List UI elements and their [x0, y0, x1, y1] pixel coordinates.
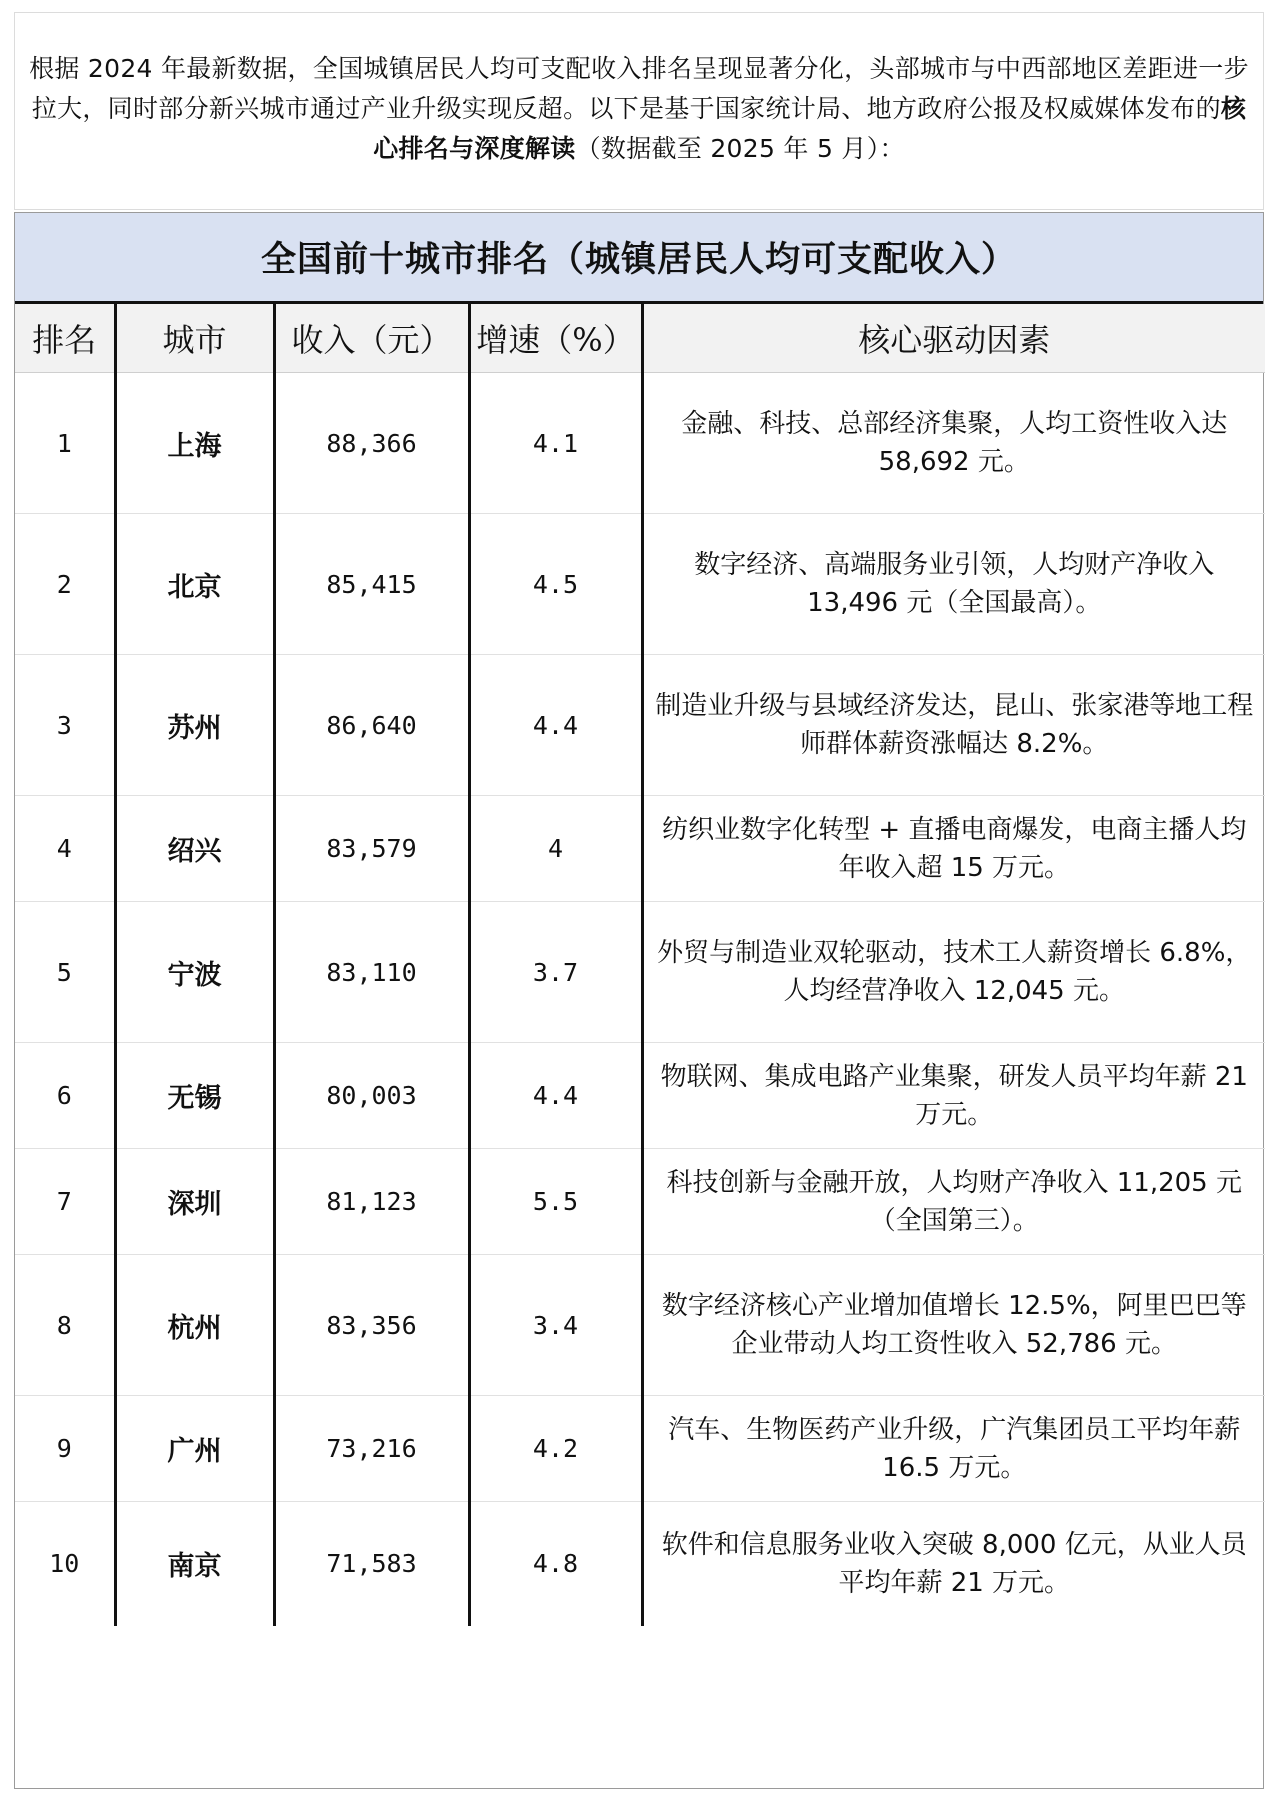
growth-cell: 4.4	[469, 1043, 642, 1149]
table-row	[15, 1255, 1265, 1396]
intro-text-end: （数据截至 2025 年 5 月）：	[575, 134, 905, 163]
rank-cell: 1	[15, 373, 115, 514]
income-cell: 83,110	[274, 902, 469, 1043]
income-cell: 71,583	[274, 1502, 469, 1626]
table-title: 全国前十城市排名（城镇居民人均可支配收入）	[15, 213, 1263, 304]
drivers-cell: 数字经济核心产业增加值增长 12.5%，阿里巴巴等企业带动人均工资性收入 52,786 元。	[642, 1255, 1265, 1396]
city-cell: 上海	[115, 373, 274, 514]
rank-cell: 10	[15, 1502, 115, 1626]
city-cell: 广州	[115, 1396, 274, 1502]
header-city: 城市	[115, 304, 274, 373]
income-cell: 86,640	[274, 655, 469, 796]
intro-bold-text: 核心排名与深度解读	[373, 94, 1247, 163]
rank-cell: 2	[15, 514, 115, 655]
drivers-cell: 纺织业数字化转型 + 直播电商爆发，电商主播人均年收入超 15 万元。	[642, 796, 1265, 902]
city-cell: 南京	[115, 1502, 274, 1626]
rank-cell: 7	[15, 1149, 115, 1255]
city-cell: 无锡	[115, 1043, 274, 1149]
rank-cell: 8	[15, 1255, 115, 1396]
header-drivers: 核心驱动因素	[642, 304, 1265, 373]
table-row	[15, 1149, 1265, 1255]
table-row	[15, 1396, 1265, 1502]
table-row	[15, 655, 1265, 796]
income-cell: 73,216	[274, 1396, 469, 1502]
city-cell: 北京	[115, 514, 274, 655]
city-cell: 深圳	[115, 1149, 274, 1255]
city-cell: 绍兴	[115, 796, 274, 902]
drivers-cell: 科技创新与金融开放，人均财产净收入 11,205 元（全国第三）。	[642, 1149, 1265, 1255]
rank-cell: 9	[15, 1396, 115, 1502]
drivers-cell: 数字经济、高端服务业引领，人均财产净收入 13,496 元（全国最高）。	[642, 514, 1265, 655]
income-cell: 83,356	[274, 1255, 469, 1396]
rank-cell: 5	[15, 902, 115, 1043]
table-row	[15, 514, 1265, 655]
drivers-cell: 制造业升级与县域经济发达，昆山、张家港等地工程师群体薪资涨幅达 8.2%。	[642, 655, 1265, 796]
header-rank: 排名	[15, 304, 115, 373]
table-row	[15, 1043, 1265, 1149]
header-growth: 增速（%）	[469, 304, 642, 373]
table-row	[15, 1502, 1265, 1626]
growth-cell: 4.2	[469, 1396, 642, 1502]
growth-cell: 3.7	[469, 902, 642, 1043]
income-cell: 88,366	[274, 373, 469, 514]
growth-cell: 4.8	[469, 1502, 642, 1626]
drivers-cell: 软件和信息服务业收入突破 8,000 亿元，从业人员平均年薪 21 万元。	[642, 1502, 1265, 1626]
growth-cell: 5.5	[469, 1149, 642, 1255]
header-income: 收入（元）	[274, 304, 469, 373]
city-cell: 苏州	[115, 655, 274, 796]
drivers-cell: 外贸与制造业双轮驱动，技术工人薪资增长 6.8%，人均经营净收入 12,045 元。	[642, 902, 1265, 1043]
ranking-table	[15, 304, 1265, 1626]
table-header-row	[15, 304, 1265, 373]
city-cell: 杭州	[115, 1255, 274, 1396]
rank-cell: 3	[15, 655, 115, 796]
income-cell: 85,415	[274, 514, 469, 655]
drivers-cell: 物联网、集成电路产业集聚，研发人员平均年薪 21 万元。	[642, 1043, 1265, 1149]
drivers-cell: 汽车、生物医药产业升级，广汽集团员工平均年薪 16.5 万元。	[642, 1396, 1265, 1502]
ranking-sheet	[14, 212, 1264, 1789]
income-cell: 80,003	[274, 1043, 469, 1149]
growth-cell: 4.4	[469, 655, 642, 796]
growth-cell: 3.4	[469, 1255, 642, 1396]
intro-text-start: 根据 2024 年最新数据，全国城镇居民人均可支配收入排名呈现显著分化，头部城市与中西部地区差距进一步拉大，同时部分新兴城市通过产业升级实现反超。以下是基于国家统计局、地方政府公报及权威媒体发布的	[29, 54, 1249, 123]
income-cell: 81,123	[274, 1149, 469, 1255]
table-row	[15, 902, 1265, 1043]
growth-cell: 4.5	[469, 514, 642, 655]
income-cell: 83,579	[274, 796, 469, 902]
growth-cell: 4.1	[469, 373, 642, 514]
rank-cell: 4	[15, 796, 115, 902]
intro-paragraph	[14, 12, 1264, 210]
rank-cell: 6	[15, 1043, 115, 1149]
city-cell: 宁波	[115, 902, 274, 1043]
table-row	[15, 373, 1265, 514]
drivers-cell: 金融、科技、总部经济集聚，人均工资性收入达 58,692 元。	[642, 373, 1265, 514]
table-row	[15, 796, 1265, 902]
growth-cell: 4	[469, 796, 642, 902]
